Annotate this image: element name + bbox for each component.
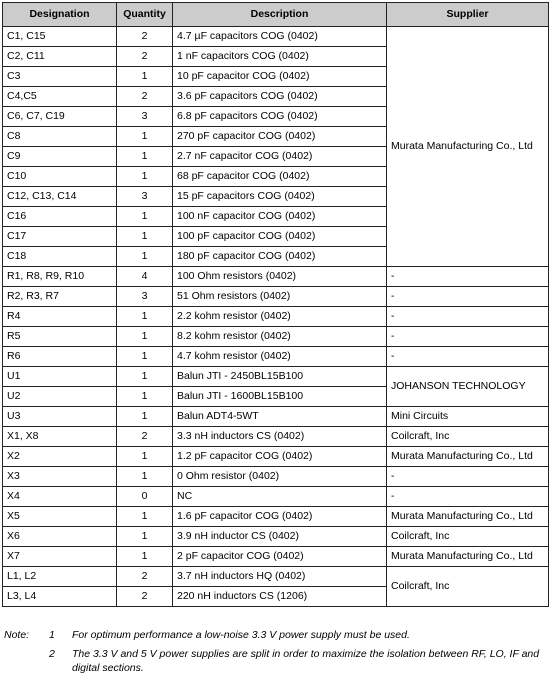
designation-cell: R5 <box>3 327 117 347</box>
table-row <box>3 467 549 487</box>
designation-cell: C16 <box>3 207 117 227</box>
description-cell: 2.2 kohm resistor (0402) <box>173 307 387 327</box>
designation-cell: C8 <box>3 127 117 147</box>
description-cell: Balun ADT4-5WT <box>173 407 387 427</box>
description-cell: 0 Ohm resistor (0402) <box>173 467 387 487</box>
description-cell: 15 pF capacitors COG (0402) <box>173 187 387 207</box>
description-cell: 3.6 pF capacitors COG (0402) <box>173 87 387 107</box>
supplier-cell: Mini Circuits <box>387 407 549 427</box>
quantity-cell: 4 <box>117 267 173 287</box>
quantity-cell: 2 <box>117 87 173 107</box>
supplier-cell: - <box>387 347 549 367</box>
description-cell: Balun JTI - 1600BL15B100 <box>173 387 387 407</box>
quantity-cell: 1 <box>117 347 173 367</box>
designation-cell: R6 <box>3 347 117 367</box>
quantity-cell: 1 <box>117 127 173 147</box>
description-cell: 1 nF capacitors COG (0402) <box>173 47 387 67</box>
quantity-cell: 1 <box>117 527 173 547</box>
supplier-cell: - <box>387 307 549 327</box>
description-cell: 3.3 nH inductors CS (0402) <box>173 427 387 447</box>
description-cell: 4.7 µF capacitors COG (0402) <box>173 27 387 47</box>
table-body <box>3 27 549 607</box>
description-cell: 100 Ohm resistors (0402) <box>173 267 387 287</box>
description-cell: 4.7 kohm resistor (0402) <box>173 347 387 367</box>
description-cell: Balun JTI - 2450BL15B100 <box>173 367 387 387</box>
description-cell: 180 pF capacitor COG (0402) <box>173 247 387 267</box>
header-quantity: Quantity <box>117 3 173 27</box>
quantity-cell: 2 <box>117 567 173 587</box>
description-cell: 8.2 kohm resistor (0402) <box>173 327 387 347</box>
quantity-cell: 1 <box>117 247 173 267</box>
table-row <box>3 367 549 387</box>
designation-cell: R2, R3, R7 <box>3 287 117 307</box>
designation-cell: L3, L4 <box>3 587 117 607</box>
description-cell: 2.7 nF capacitor COG (0402) <box>173 147 387 167</box>
description-cell: 6.8 pF capacitors COG (0402) <box>173 107 387 127</box>
description-cell: 220 nH inductors CS (1206) <box>173 587 387 607</box>
table-row <box>3 447 549 467</box>
supplier-cell: Coilcraft, Inc <box>387 567 549 607</box>
quantity-cell: 1 <box>117 227 173 247</box>
description-cell: 3.9 nH inductor CS (0402) <box>173 527 387 547</box>
designation-cell: U1 <box>3 367 117 387</box>
note-1 <box>4 628 549 642</box>
description-cell: 51 Ohm resistors (0402) <box>173 287 387 307</box>
description-cell: 1.6 pF capacitor COG (0402) <box>173 507 387 527</box>
table-row <box>3 407 549 427</box>
table-row <box>3 527 549 547</box>
table-row <box>3 427 549 447</box>
table-row <box>3 287 549 307</box>
supplier-cell: Coilcraft, Inc <box>387 527 549 547</box>
description-cell: 100 pF capacitor COG (0402) <box>173 227 387 247</box>
table-row <box>3 267 549 287</box>
designation-cell: C3 <box>3 67 117 87</box>
note-number: 2 <box>49 648 55 660</box>
quantity-cell: 0 <box>117 487 173 507</box>
header-supplier: Supplier <box>387 3 549 27</box>
quantity-cell: 1 <box>117 207 173 227</box>
description-cell: 270 pF capacitor COG (0402) <box>173 127 387 147</box>
designation-cell: C4,C5 <box>3 87 117 107</box>
note-2 <box>4 647 549 675</box>
table-header <box>3 3 549 27</box>
supplier-cell: - <box>387 327 549 347</box>
designation-cell: X3 <box>3 467 117 487</box>
description-cell: NC <box>173 487 387 507</box>
supplier-cell: Murata Manufacturing Co., Ltd <box>387 547 549 567</box>
quantity-cell: 2 <box>117 27 173 47</box>
quantity-cell: 1 <box>117 387 173 407</box>
designation-cell: C9 <box>3 147 117 167</box>
table-row <box>3 347 549 367</box>
quantity-cell: 1 <box>117 467 173 487</box>
supplier-cell: - <box>387 467 549 487</box>
description-cell: 3.7 nH inductors HQ (0402) <box>173 567 387 587</box>
supplier-cell: - <box>387 267 549 287</box>
designation-cell: X1, X8 <box>3 427 117 447</box>
designation-cell: R1, R8, R9, R10 <box>3 267 117 287</box>
quantity-cell: 1 <box>117 507 173 527</box>
table-row <box>3 487 549 507</box>
designation-cell: C17 <box>3 227 117 247</box>
quantity-cell: 1 <box>117 447 173 467</box>
table-row <box>3 567 549 587</box>
quantity-cell: 2 <box>117 587 173 607</box>
quantity-cell: 1 <box>117 147 173 167</box>
quantity-cell: 1 <box>117 307 173 327</box>
quantity-cell: 2 <box>117 427 173 447</box>
quantity-cell: 3 <box>117 287 173 307</box>
designation-cell: C18 <box>3 247 117 267</box>
supplier-cell: JOHANSON TECHNOLOGY <box>387 367 549 407</box>
designation-cell: X2 <box>3 447 117 467</box>
quantity-cell: 2 <box>117 47 173 67</box>
designation-cell: C1, C15 <box>3 27 117 47</box>
quantity-cell: 1 <box>117 327 173 347</box>
supplier-cell: Murata Manufacturing Co., Ltd <box>387 27 549 267</box>
description-cell: 10 pF capacitor COG (0402) <box>173 67 387 87</box>
designation-cell: C10 <box>3 167 117 187</box>
quantity-cell: 1 <box>117 167 173 187</box>
designation-cell: X6 <box>3 527 117 547</box>
supplier-cell: Murata Manufacturing Co., Ltd <box>387 447 549 467</box>
description-cell: 68 pF capacitor COG (0402) <box>173 167 387 187</box>
designation-cell: X4 <box>3 487 117 507</box>
bill-of-materials-table <box>2 2 549 607</box>
quantity-cell: 1 <box>117 407 173 427</box>
table-row <box>3 327 549 347</box>
quantity-cell: 3 <box>117 187 173 207</box>
designation-cell: C6, C7, C19 <box>3 107 117 127</box>
header-row <box>3 3 549 27</box>
supplier-cell: Murata Manufacturing Co., Ltd <box>387 507 549 527</box>
note-text: The 3.3 V and 5 V power supplies are split in order to maximize the isolation between RF, LO, IF and digital sections. <box>72 648 540 674</box>
table-row <box>3 307 549 327</box>
quantity-cell: 3 <box>117 107 173 127</box>
quantity-cell: 1 <box>117 547 173 567</box>
description-cell: 1.2 pF capacitor COG (0402) <box>173 447 387 467</box>
designation-cell: R4 <box>3 307 117 327</box>
designation-cell: X5 <box>3 507 117 527</box>
supplier-cell: - <box>387 287 549 307</box>
supplier-cell: - <box>387 487 549 507</box>
header-designation: Designation <box>3 3 117 27</box>
note-label-spacer <box>4 647 44 675</box>
table-row <box>3 27 549 47</box>
description-cell: 2 pF capacitor COG (0402) <box>173 547 387 567</box>
designation-cell: U2 <box>3 387 117 407</box>
designation-cell: X7 <box>3 547 117 567</box>
notes-section <box>4 628 549 680</box>
designation-cell: C12, C13, C14 <box>3 187 117 207</box>
note-number: 1 <box>49 629 55 641</box>
designation-cell: L1, L2 <box>3 567 117 587</box>
table-row <box>3 507 549 527</box>
note-text: For optimum performance a low-noise 3.3 V power supply must be used. <box>72 629 410 641</box>
supplier-cell: Coilcraft, Inc <box>387 427 549 447</box>
designation-cell: U3 <box>3 407 117 427</box>
designation-cell: C2, C11 <box>3 47 117 67</box>
header-description: Description <box>173 3 387 27</box>
table-row <box>3 547 549 567</box>
note-label: Note: <box>4 629 30 641</box>
quantity-cell: 1 <box>117 367 173 387</box>
description-cell: 100 nF capacitor COG (0402) <box>173 207 387 227</box>
quantity-cell: 1 <box>117 67 173 87</box>
